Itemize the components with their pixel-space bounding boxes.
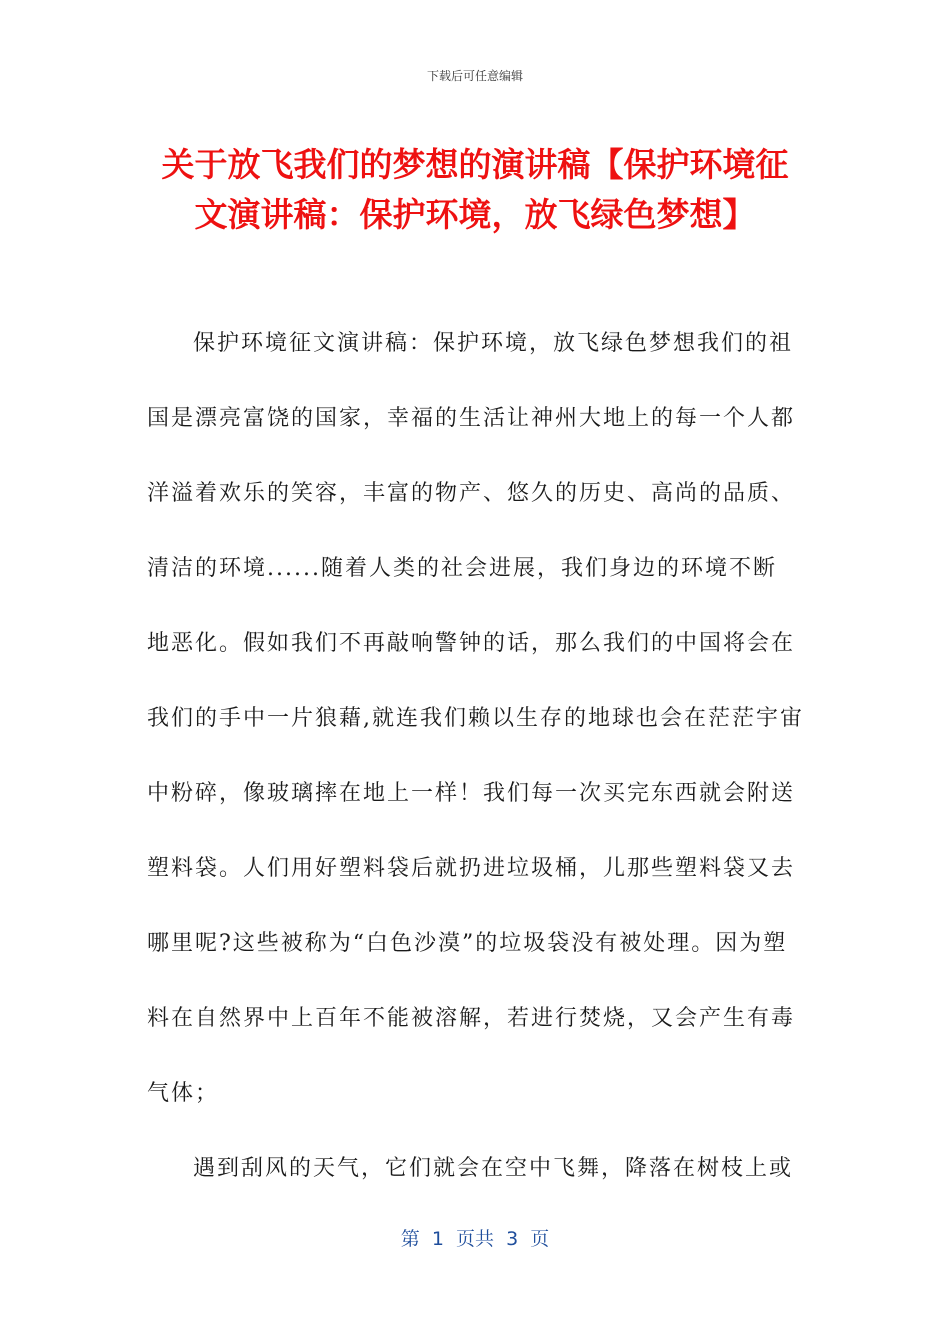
title-line-2: 文演讲稿：保护环境，放飞绿色梦想】 bbox=[194, 195, 756, 234]
paragraph-line: 遇到刮风的天气，它们就会在空中飞舞，降落在树枝上或 bbox=[193, 1156, 794, 1181]
paragraph-line: 地恶化。假如我们不再敲响警钟的话，那么我们的中国将会在 bbox=[147, 631, 796, 656]
title-line-1: 关于放飞我们的梦想的演讲稿【保护环境征 bbox=[161, 145, 789, 184]
paragraph-line: 料在自然界中上百年不能被溶解，若进行焚烧，又会产生有毒 bbox=[147, 1006, 796, 1031]
paragraph-line: 哪里呢?这些被称为“白色沙漠”的垃圾袋没有被处理。因为塑 bbox=[147, 931, 788, 956]
paragraph-line: 国是漂亮富饶的国家，幸福的生活让神州大地上的每一个人都 bbox=[147, 406, 796, 431]
header-note: 下载后可任意编辑 bbox=[426, 69, 523, 83]
document-body bbox=[147, 320, 807, 1220]
paragraph-line: 塑料袋。人们用好塑料袋后就扔进垃圾桶，儿那些塑料袋又去 bbox=[147, 856, 796, 881]
paragraph-line: 洋溢着欢乐的笑容，丰富的物产、悠久的历史、高尚的品质、 bbox=[147, 481, 796, 506]
page-number: 第 1 页共 3 页 bbox=[400, 1228, 550, 1250]
document-title bbox=[140, 140, 810, 240]
paragraph-line: 中粉碎，像玻璃摔在地上一样！我们每一次买完东西就会附送 bbox=[147, 781, 796, 806]
paragraph-line: 保护环境征文演讲稿：保护环境，放飞绿色梦想我们的祖 bbox=[193, 331, 794, 356]
paragraph-line: 气体； bbox=[147, 1081, 220, 1106]
paragraph-line: 清洁的环境......随着人类的社会进展，我们身边的环境不断 bbox=[147, 556, 777, 581]
paragraph-line: 我们的手中一片狼藉,就连我们赖以生存的地球也会在茫茫宇宙 bbox=[147, 706, 804, 731]
